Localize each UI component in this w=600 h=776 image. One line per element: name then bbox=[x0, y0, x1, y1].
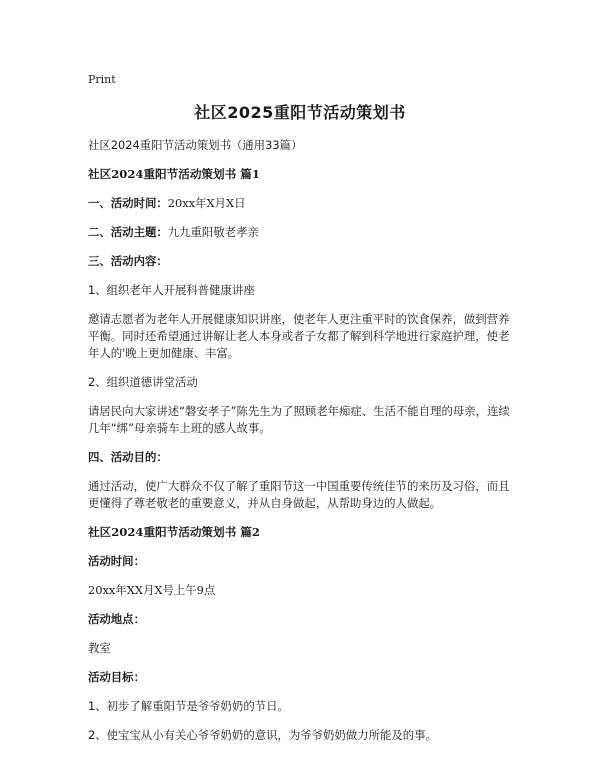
article2-heading: 社区2024重阳节活动策划书 篇2 bbox=[88, 525, 260, 539]
article2-time-value: 20xx年XX月X号上午9点 bbox=[88, 583, 216, 597]
article1-item1-title: 1、组织老年人开展科普健康讲座 bbox=[88, 283, 255, 297]
article1-theme bbox=[88, 224, 512, 241]
page-title: 社区2025重阳节活动策划书 bbox=[194, 103, 406, 122]
article1-theme-label: 二、活动主题： bbox=[88, 225, 168, 239]
article1-goal-label: 四、活动目的： bbox=[88, 450, 168, 464]
article2-time-label: 活动时间： bbox=[88, 554, 145, 568]
article1-item2-title: 2、组织道德讲堂活动 bbox=[88, 375, 198, 389]
article2-goal-label: 活动目标： bbox=[88, 670, 145, 684]
document-subtitle: 社区2024重阳节活动策划书（通用33篇） bbox=[88, 138, 303, 152]
article1-heading: 社区2024重阳节活动策划书 篇1 bbox=[88, 167, 260, 181]
article1-time bbox=[88, 195, 512, 212]
print-link[interactable]: Print bbox=[88, 73, 116, 86]
article1-item2-body: 请居民向大家讲述“磐安孝子”陈先生为了照顾老年痴症、生活不能自理的母亲，连续几年“绑”母亲骑车上班的感人故事。 bbox=[88, 404, 510, 435]
article1-theme-value: 九九重阳敬老孝亲 bbox=[167, 225, 259, 239]
article2-goal-item-1: 1、初步了解重阳节是爷爷奶奶的节日。 bbox=[88, 699, 289, 713]
article1-time-value: 20xx年X月X日 bbox=[167, 196, 246, 210]
article2-place-label: 活动地点： bbox=[88, 612, 145, 626]
article1-content-label: 三、活动内容： bbox=[88, 254, 168, 268]
article1-item1-body: 邀请志愿者为老年人开展健康知识讲座，使老年人更注重平时的饮食保养，做到营养平衡。同时还希望通过讲解让老人本身或者子女都了解到科学地进行家庭护理，使老年人的'晚上更加健康、丰富。 bbox=[88, 312, 510, 360]
article2-place-value: 教室 bbox=[88, 641, 111, 655]
article1-goal-body: 通过活动，使广大群众不仅了解了重阳节这一中国重要传统佳节的来历及习俗，而且更懂得了尊老敬老的重要意义，并从自身做起，从帮助身边的人做起。 bbox=[88, 479, 510, 510]
article2-goal-item-2: 2、使宝宝从小有关心爷爷奶奶的意识，为爷爷奶奶做力所能及的事。 bbox=[88, 728, 437, 742]
article1-time-label: 一、活动时间： bbox=[88, 196, 168, 210]
